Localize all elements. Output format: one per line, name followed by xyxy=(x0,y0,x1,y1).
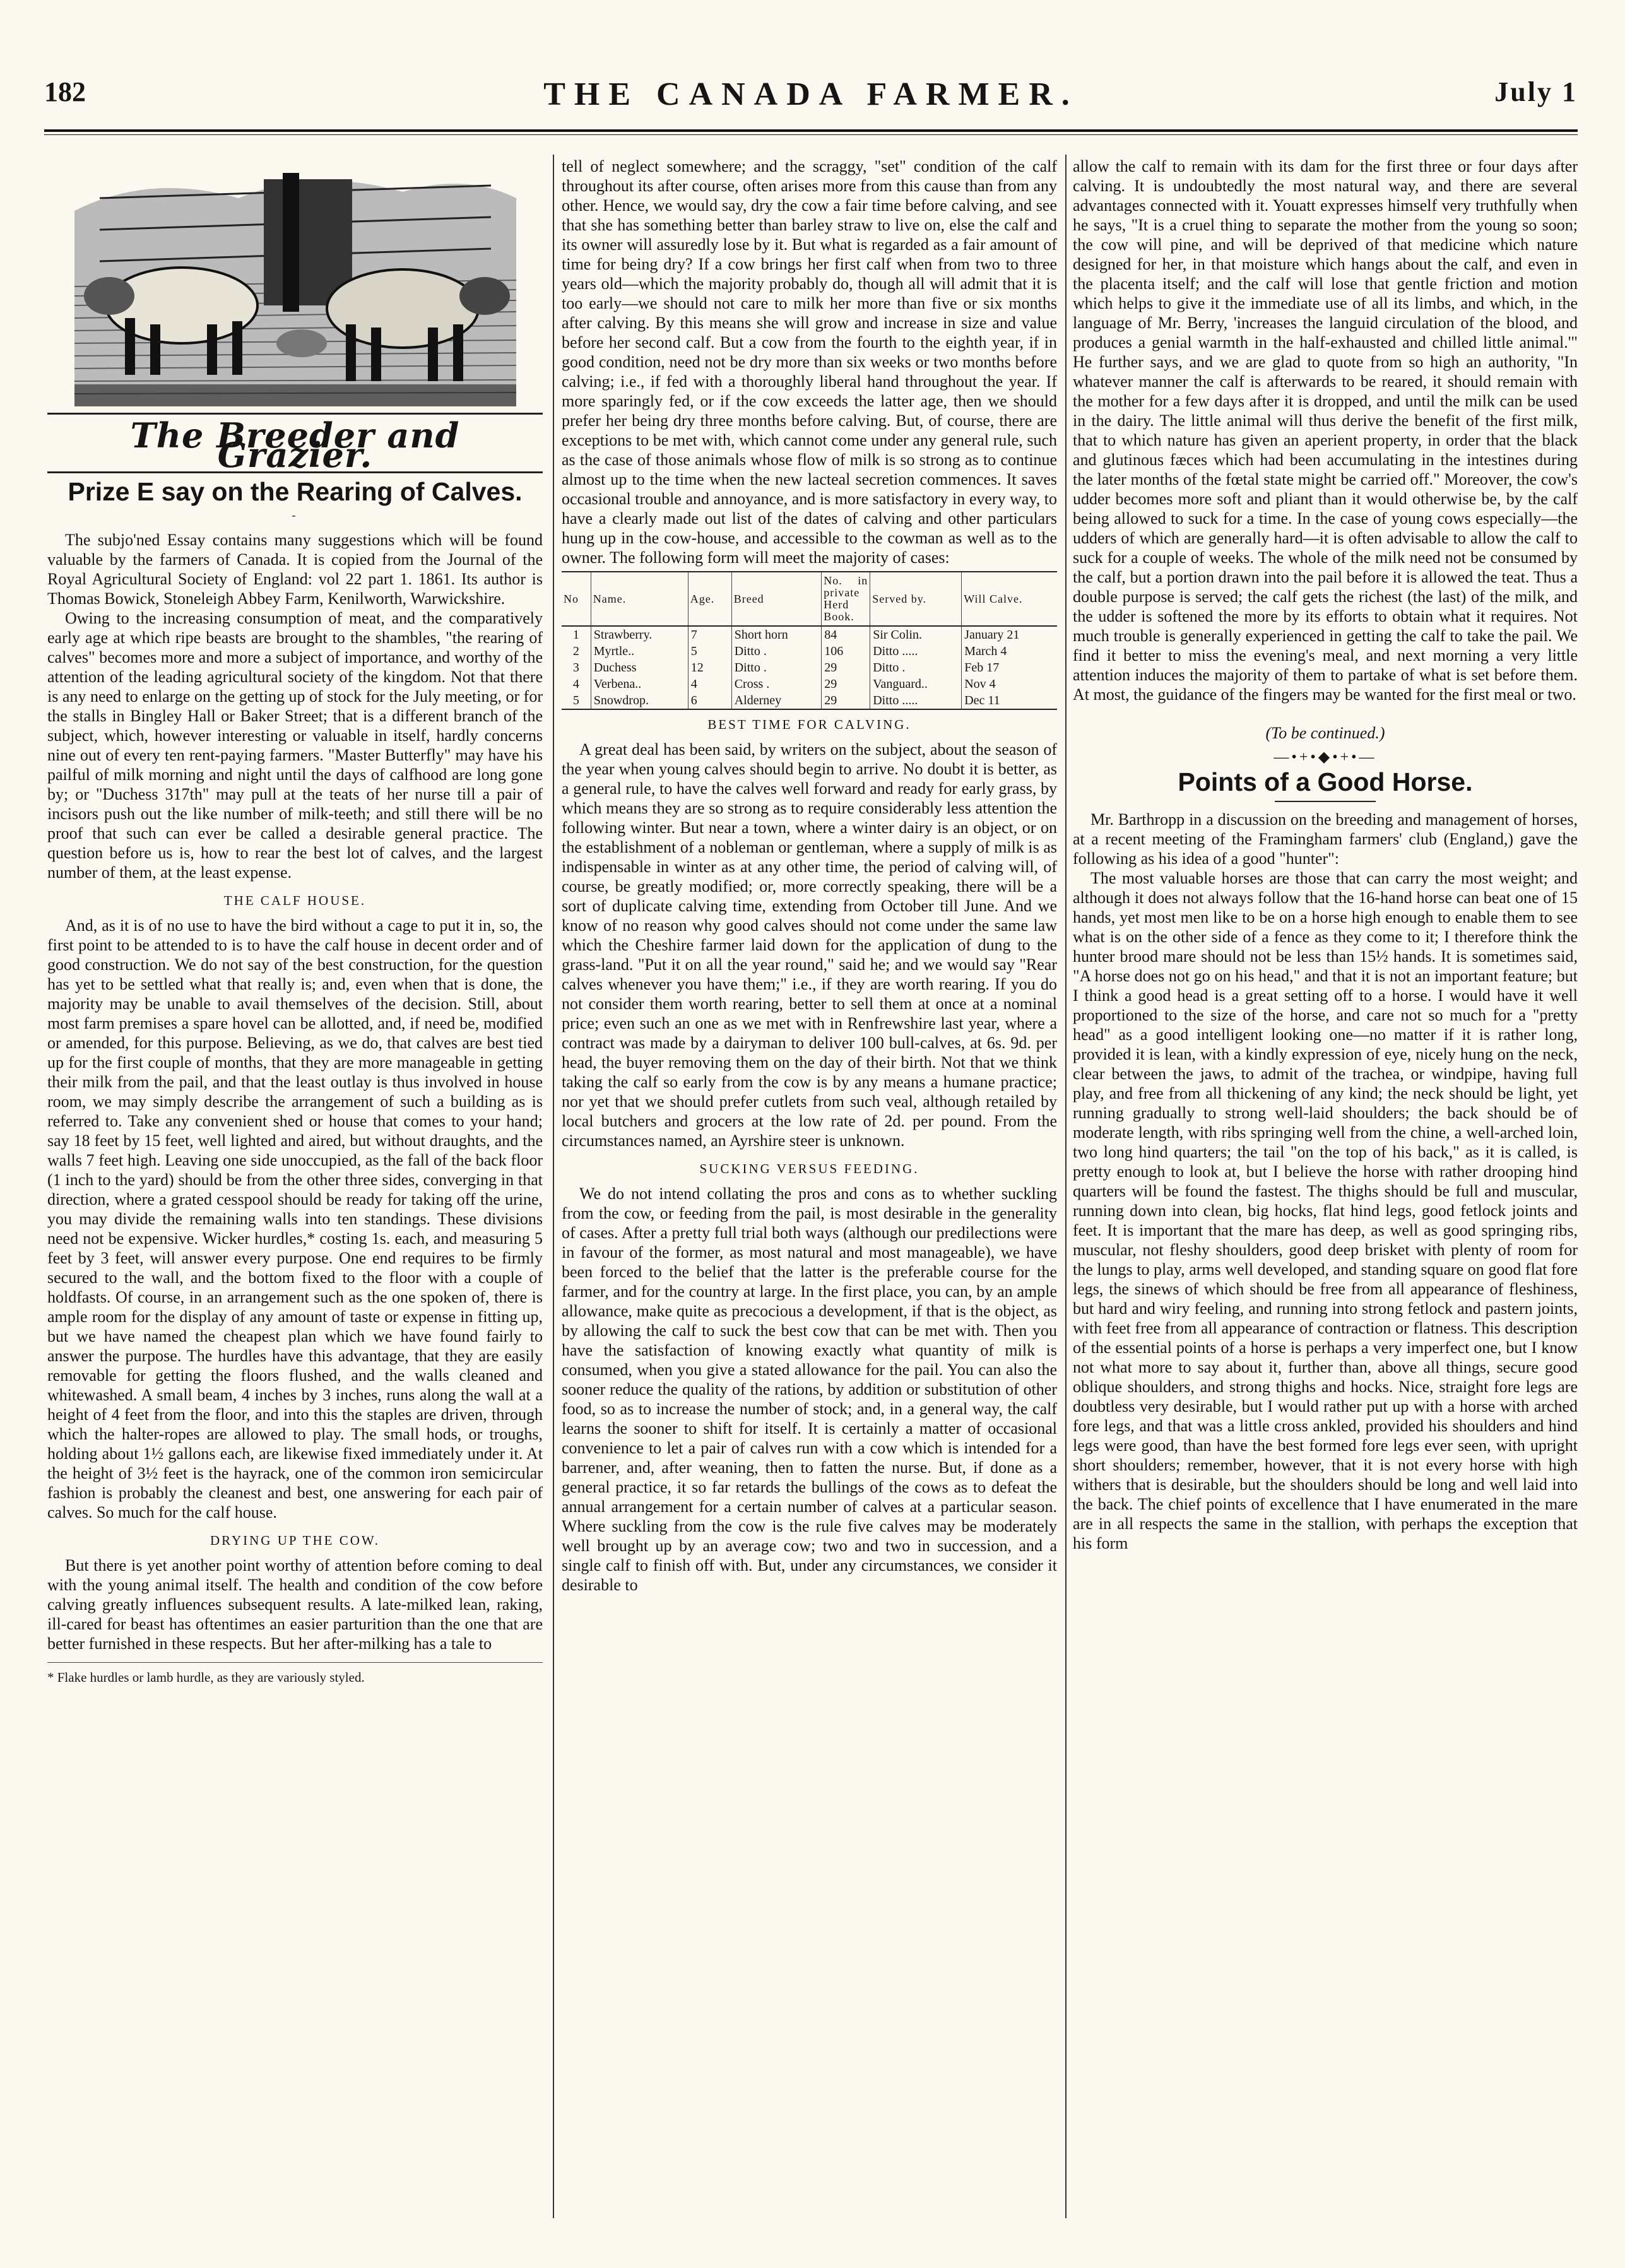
subheading-sucking: SUCKING VERSUS FEEDING. xyxy=(699,1161,919,1176)
table-cell: Snowdrop. xyxy=(591,692,688,709)
table-cell: 6 xyxy=(688,692,731,709)
table-cell: Ditto ..... xyxy=(870,643,962,659)
column-divider-2 xyxy=(1065,155,1067,2218)
table-row xyxy=(562,659,1057,676)
table-cell: 29 xyxy=(822,676,870,692)
body-paragraph: A great deal has been said, by writers on the subject, about the season of the year when young calves should begin to arrive. No doubt it is better, as a general rule, to have the calves well forward and ready for early grass, by which means they are so strong as to require considerably less attention the following winter. But near a town, where a winter dairy is an object, or on the establishment of a nobleman or gentleman, where a supply of milk is as indispensable in winter as at any other time, the period of calving will, of course, be greatly modified; or, more correctly speaking, there will be a sort of duplicate calving time, extending from October till June. And we know of no reason why good calves should not come under the same law which the Cheshire farmer laid down for the application of dung to the grass-land. "Put it on all the year round," said he; and we would say "Rear calves whenever you have them;" i.e., if they are worth rearing. If you do not consider them worth rearing, better to sell them at once at a nominal price; even such an one as we met with in Renfrewshire last year, where a contract was made by a dairyman to deliver 100 bull-calves, at 6s. 9d. per head, the buyer removing them on the day of their birth. Not that we think taking the calf so early from the cow is by any means a humane practice; nor yet that we should prefer cutlets from such veal, although retailed by local butchers and grocers at the low rate of 2d. per pound. From the circumstances named, an Ayrshire steer is unknown. xyxy=(562,740,1057,1150)
intro-paragraph: Mr. Barthropp in a discussion on the breeding and management of horses, at a recent meeting of the Framingham farmers' club (England,) gave the following as his idea of a good "hunter": xyxy=(1073,810,1578,868)
table-cell: Ditto . xyxy=(731,659,822,676)
table-cell: 5 xyxy=(562,692,591,709)
body-paragraph: And, as it is of no use to have the bird without a cage to put it in, so, the first point to be attended to is to have the calf house in decent order and of good construction. We do not say of the best construction, for the question has yet to be settled what that really is; and, even when that is done, the majority may be unable to avail themselves of the decision. Still, about most farm premises a spare hovel can be allotted, and, if need be, modified or amended, for this purpose. Believing, as we do, that calves are best tied up for the first couple of months, that they are more manageable in getting their milk from the pail, and that the least outlay is thus involved in house room, we may simply describe the arrangement of such a building as is referred to. Take any convenient shed or house that comes to your hand; say 18 feet by 15 feet, well lighted and aired, but without draughts, and the walls 7 feet high. Leaving one side unoccupied, as the fall of the back floor (1 inch to the yard) should be from the other three sides, converging in that direction, where a grated cesspool should be ready for taking off the urine, you may divide the remaining walls into ten standings. These divisions need not be expensive. Wicker hurdles,* costing 1s. each, and measuring 5 feet by 3 feet, will answer every purpose. One end requires to be firmly secured to the wall, and the bottom fixed to the floor with a couple of holdfasts. Of course, in an arrangement such as the one spoken of, there is ample room for the display of any amount of taste or expense in fitting up, but we have named the cheapest plan which we have found fairly to answer the purpose. The hurdles have this advantage, that they are easily removable for getting the floors flushed, and the walls cleaned and whitewashed. A small beam, 4 inches by 3 inches, runs along the wall at a height of 4 feet from the floor, and into this the staples are driven, through which the halter-ropes are allowed to play. The small hods, or troughs, holding about 1½ gallons each, are likewise fixed immediately under it. At the height of 3½ feet is the hayrack, one of the common iron semicircular fashion is probably the cleanest and best, one answering for each pair of calves. So much for the calf house. xyxy=(47,916,543,1521)
body-paragraph: We do not intend collating the pros and cons as to whether suckling from the cow, or feeding from the pail, is most desirable in the generality of cases. After a pretty full trial both ways (although our predilections were in favour of the former, as most natural and most manageable), we have been forced to the belief that the latter is the preferable course for the farmer, and for the country at large. In the first place, you can, by an ample allowance, make quite as precocious a development, if that is the object, as by allowing the calf to suck the best cow that can be met with. Then you have the satisfaction of knowing exactly what quantity of milk is consumed, when you give a stated allowance for the pail. You can also the sooner reduce the quality of the rations, by addition or substitution of other food, so as to increase the number of stock; and, in a general way, the calf learns the sooner to shift for itself. It is certainly a matter of occasional convenience to let a pair of calves run with a cow which is intended for a barrener, and, after weaning, then to fatten the nurse. But, if done as a general practice, it so far retards the bullings of the cows as to defeat the annual arrangement for a certain number of calves at a particular season. Where suckling from the cow is the rule five calves may be moderately well brought up by an average cow; two and two in succession, and a single calf to finish off with. But, under any circumstances, we consider it desirable to xyxy=(562,1184,1057,1594)
footnote: * Flake hurdles or lamb hurdle, as they are variously styled. xyxy=(47,1662,543,1687)
page-header xyxy=(44,76,1578,126)
column-divider-1 xyxy=(553,155,554,2218)
table-cell: Vanguard.. xyxy=(870,676,962,692)
subheading-best-time: BEST TIME FOR CALVING. xyxy=(707,717,911,732)
page-number: 182 xyxy=(44,76,86,107)
table-cell: Short horn xyxy=(731,626,822,643)
table-cell: Verbena.. xyxy=(591,676,688,692)
table-row xyxy=(562,692,1057,709)
article-title-horse: Points of a Good Horse. xyxy=(1178,767,1473,796)
table-cell: Cross . xyxy=(731,676,822,692)
column-1 xyxy=(47,157,543,2239)
header-rule xyxy=(44,129,1578,132)
table-header-cell: Name. xyxy=(591,572,688,626)
subheading-drying-cow: DRYING UP THE COW. xyxy=(210,1533,381,1548)
table-cell: 84 xyxy=(822,626,870,643)
table-header-cell: No. in private Herd Book. xyxy=(822,572,870,626)
body-paragraph: tell of neglect somewhere; and the scraggy, "set" condition of the calf throughout its after course, often arises more from this cause than from any other. Hence, we would say, dry the cow a fair time before calving, and see that she has something better than barley straw to live on, else the calf and its owner will assuredly lose by it. But what is regarded as a fair amount of time for being dry? If a cow brings her first calf when from two to three years old—which the majority probably do, though all will admit that it is too early—we should not care to milk her more than five or six months after calving. By this means she will grow and increase in size and value before her second calf. But a cow from the fourth to the eighth year, if in good condition, need not be dry more than six weeks or two months before calving; i.e., if fed with a thoroughly liberal hand throughout the year. If more sparingly fed, or if the cow exceeds the latter age, then we should prefer her being dry three months before calving. But, of course, there are exceptions to be met with, which cannot come under any general rule, such as the case of those animals whose flow of milk is so strong as to continue almost up to the time when the new lacteal secretion commences. It saves occasional trouble and annoyance, and is more satisfactory in every way, to have a clearly made out list of the dates of calving and other particulars hung up in the cow-house, and accessible to the cowman as well as to the owner. The following form will meet the majority of cases: xyxy=(562,157,1057,567)
table-cell: Ditto . xyxy=(731,643,822,659)
table-cell: 7 xyxy=(688,626,731,643)
title-rule xyxy=(1275,801,1376,802)
table-header-row xyxy=(562,572,1057,626)
article-title-calves: Prize E say on the Rearing of Calves. xyxy=(68,477,523,506)
calving-register-table xyxy=(562,571,1057,710)
table-cell: Duchess xyxy=(591,659,688,676)
title-dash: - xyxy=(292,509,298,521)
table-cell: 106 xyxy=(822,643,870,659)
table-header-cell: Age. xyxy=(688,572,731,626)
table-cell: 12 xyxy=(688,659,731,676)
table-cell: Ditto ..... xyxy=(870,692,962,709)
table-row xyxy=(562,643,1057,659)
intro-paragraph: The subjo'ned Essay contains many suggestions which will be found valuable by the farmers of Canada. It is copied from the Journal of the Royal Agricultural Society of England: vol 22 part 1. 1861. Its author is Thomas Bowick, Stoneleigh Abbey Farm, Kenilworth, Warwickshire. xyxy=(47,531,543,608)
subheading-calf-house: THE CALF HOUSE. xyxy=(223,893,367,908)
table-cell: March 4 xyxy=(962,643,1057,659)
department-heading: The Breeder and Grazier. xyxy=(130,415,460,475)
table-cell: 1 xyxy=(572,628,579,642)
table-cell: 3 xyxy=(572,661,579,675)
cattle-woodcut-image xyxy=(74,160,516,406)
table-cell: Sir Colin. xyxy=(870,626,962,643)
table-cell: January 21 xyxy=(962,626,1057,643)
header-rule-thin xyxy=(44,134,1578,135)
body-paragraph: But there is yet another point worthy of attention before coming to deal with the young animal itself. The health and condition of the cow before calving greatly influences subsequent results. A late-milked lean, raking, ill-cared for beast has oftentimes an easier parturition than the one that are better furnished in these respects. But her after-milking has a tale to xyxy=(47,1556,543,1653)
column-3 xyxy=(1073,157,1578,2239)
section-ornament: —•+•◆•+•— xyxy=(1273,749,1377,765)
body-paragraph: allow the calf to remain with its dam for the first three or four days after calving. It is undoubtedly the most natural way, and there are several advantages connected with it. Youatt expresses himself very truthfully when he says, "It is a cruel thing to separate the mother from the young so soon; the cow will pine, and will be deprived of that medicine which nature designed for her, in that moisture which hangs about the calf, and even in the placenta itself; and the calf will lose that gentle friction and motion which helps to give it the immediate use of all its limbs, and which, in the language of Mr. Berry, 'increases the languid circulation of the blood, and produces a genial warmth in the half-exhausted and chilled little animal.'" He further says, and we are glad to quote from so high an authority, "In whatever manner the calf is afterwards to be reared, it should remain with the mother for a few days after it is dropped, and until the milk can be used in the dairy. The little animal will thus derive the benefit of the first milk, that to which nature has given an aperient property, in order that the black and glutinous fæces which had been accumulating in the intestines during the later months of the fœtal state might be carried off." Moreover, the cow's udder becomes more soft and pliant than it would otherwise be, by the calf being allowed to suck for a time. In the case of young cows especially—the udders of which are generally hard—it is often advisable to allow the calf to suck for a couple of weeks. The whole of the milk need not be consumed by the calf, but a portion drawn into the pail before it is allowed the teat. Thus a double purpose is served; the calf gets the richest (the last) of the milk, and the udder is softened the more by its efforts to obtain what it requires. Not much trouble is generally experienced in getting the calf to take the pail. We find it better to miss the evening's meal, and next morning a very little attention induces the majority of them to partake of what is set before them. At most, the guidance of the fingers may be wanted for the first meal or two. xyxy=(1073,157,1578,704)
table-row xyxy=(562,676,1057,692)
table-cell: 4 xyxy=(572,677,579,691)
table-header-cell: Breed xyxy=(731,572,822,626)
table-cell: Nov 4 xyxy=(962,676,1057,692)
table-cell: 29 xyxy=(822,692,870,709)
table-header-cell: Will Calve. xyxy=(962,572,1057,626)
column-2 xyxy=(562,157,1057,2239)
table-cell: Alderney xyxy=(731,692,822,709)
table-cell: Myrtle.. xyxy=(591,643,688,659)
table-cell: Feb 17 xyxy=(962,659,1057,676)
table-cell: Ditto . xyxy=(870,659,962,676)
masthead-title: THE CANADA FARMER. xyxy=(543,76,1078,112)
body-paragraph: Owing to the increasing consumption of meat, and the comparatively early age at which ripe beasts are brought to the shambles, "the rearing of calves" becomes more and more a subject of importance, and worthy of the attention of the leading agricultural society of the kingdom. Not that there is any need to enlarge on the getting up of stock for the July meeting, or for the stalls in Bingley Hall or Baker Street; that is a different branch of the subject, which, however interesting or valuable in itself, hardly concerns nine out of every ten rent-paying farmers. "Master Butterfly" may have his pailful of milk morning and night until the days of calfhood are long gone by; or "Duchess 317th" may pull at the teats of her nurse till a pair of incisors push out the like number of milk-teeth; and still there will be no proof that such can ever be called a desirable general practice. The question before us is, how to rear the best lot of calves, and the largest number of them, at the least expense. xyxy=(47,609,543,882)
table-header-cell: No xyxy=(562,572,591,626)
table-cell: 29 xyxy=(822,659,870,676)
to-be-continued: (To be continued.) xyxy=(1265,724,1385,742)
body-paragraph: The most valuable horses are those that can carry the most weight; and although it does not always follow that the 16-hand horse can beat one of 15 hands, yet most men like to be on a horse high enough to enable them to see what is on the other side of a fence as they come to it; I therefore think the hunter brood mare should not be less than 15½ hands. It is sometimes said, "A horse does not go on his head," and that it is not an important feature; but I think a good head is a great setting off to a horse. I would have it well proportioned to the size of the horse, and care not so much for a "pretty head" as a good intelligent looking one—no matter if it is rather long, provided it is lean, with a kindly expression of eye, nicely hung on the neck, clear between the jaws, to admit of the trachea, or windpipe, having full play, and free from all thickening of any kind; the neck should be light, yet running gradually to strong well-laid shoulders; the back should be of moderate length, with ribs springing well from the chine, a well-arched loin, two long hind quarters; the tail "on the top of his back," as it is called, is pretty enough to look at, but I believe the horse with rather drooping hind quarters will be found the fastest. The thighs should be full and muscular, running down into clean, big hocks, flat hind legs, good fetlock joints and feet. It is important that the mare has deep, as well as good springing ribs, muscular, not fleshy shoulders, good deep brisket with plenty of room for the lungs to play, arms well developed, and standing square on good flat fore legs, the sinews of which should be free from all appearance of fleshiness, but hard and wiry feeling, and running into strong fetlock and pastern joints, with feet free from all appearance of contraction or flatness. This description of the essential points of a horse is perhaps a very imperfect one, but I know not what more to say about it, further than, above all things, secure good oblique shoulders, and strong thighs and hocks. Nice, straight fore legs are doubtless very desirable, but I would rather put up with a horse with arched fore legs, and that was a little cross ankled, provided his shoulders and hind legs were good, than have the best formed fore legs ever seen, with upright short shoulders; remember, however, that it is not every horse with high withers that is desirable, but the shoulders should be long and well laid into the back. The chief points of excellence that I have enumerated in the mare are in all respects the same in the stallion, with perhaps the exception that his form xyxy=(1073,869,1578,1552)
table-cell: Strawberry. xyxy=(591,626,688,643)
table-cell: 5 xyxy=(688,643,731,659)
table-row xyxy=(562,626,1057,643)
table-cell: 2 xyxy=(572,644,579,658)
issue-date: July 1 xyxy=(1494,76,1578,107)
table-cell: 4 xyxy=(688,676,731,692)
table-header-cell: Served by. xyxy=(870,572,962,626)
department-rule-top xyxy=(47,413,543,415)
table-cell: Dec 11 xyxy=(962,692,1057,709)
